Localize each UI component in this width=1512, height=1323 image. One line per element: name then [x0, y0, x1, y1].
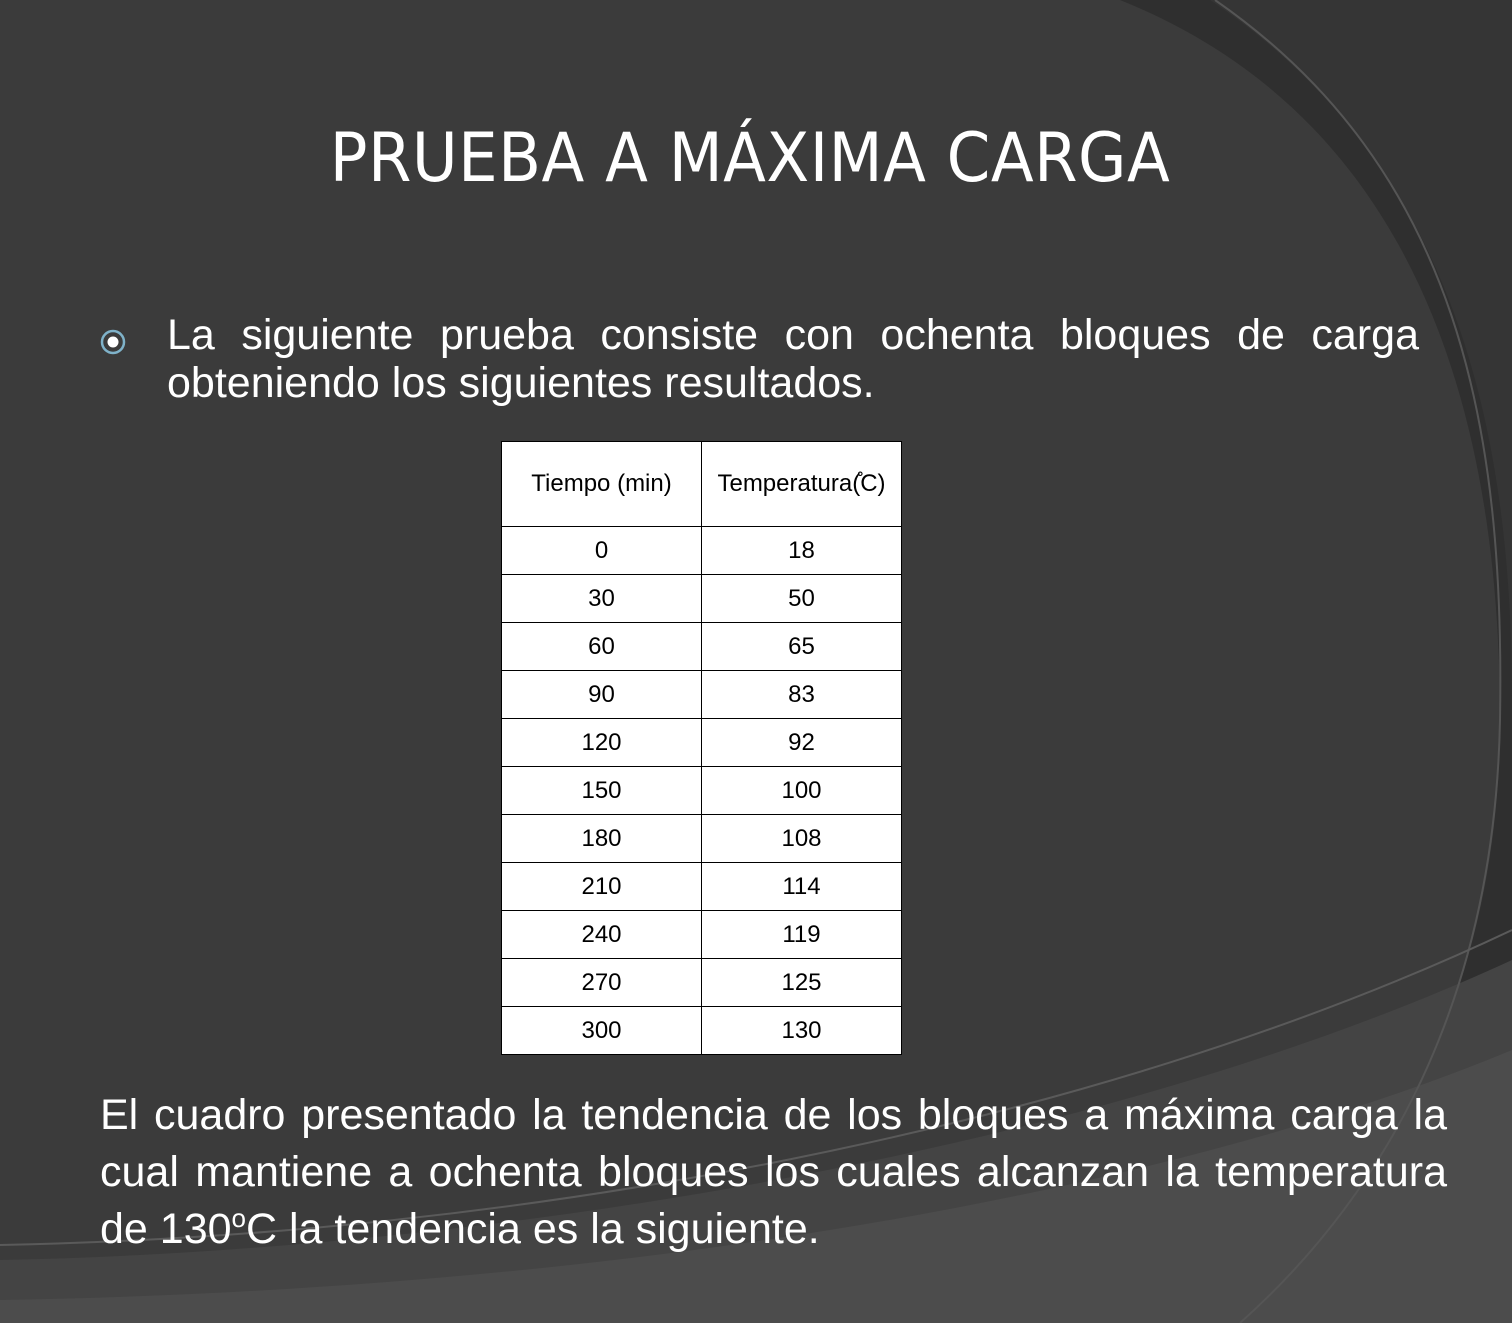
cell-tiempo: 150 — [502, 767, 702, 815]
table-row — [502, 815, 902, 863]
results-table — [501, 441, 902, 1055]
circle-bullet-icon — [98, 327, 128, 357]
table-row — [502, 1007, 902, 1055]
cell-temperatura: 50 — [702, 575, 902, 623]
table-row — [502, 671, 902, 719]
table-row — [502, 575, 902, 623]
cell-temperatura: 83 — [702, 671, 902, 719]
cell-tiempo: 210 — [502, 863, 702, 911]
cell-temperatura: 18 — [702, 527, 902, 575]
table-row — [502, 959, 902, 1007]
cell-tiempo: 120 — [502, 719, 702, 767]
cell-tiempo: 30 — [502, 575, 702, 623]
cell-tiempo: 60 — [502, 623, 702, 671]
cell-tiempo: 240 — [502, 911, 702, 959]
table-header-row — [502, 442, 902, 527]
cell-temperatura: 92 — [702, 719, 902, 767]
cell-temperatura: 130 — [702, 1007, 902, 1055]
cell-tiempo: 300 — [502, 1007, 702, 1055]
table-row — [502, 863, 902, 911]
cell-tiempo: 90 — [502, 671, 702, 719]
degree-superscript: o — [231, 1203, 246, 1233]
table-row — [502, 767, 902, 815]
cell-temperatura: 125 — [702, 959, 902, 1007]
summary-paragraph — [100, 1087, 1447, 1258]
header-tiempo: Tiempo (min) — [502, 442, 702, 527]
table-row — [502, 623, 902, 671]
cell-temperatura: 108 — [702, 815, 902, 863]
cell-tiempo: 180 — [502, 815, 702, 863]
cell-temperatura: 114 — [702, 863, 902, 911]
cell-tiempo: 0 — [502, 527, 702, 575]
header-temperatura: Temperatura(̊C) — [702, 442, 902, 527]
cell-temperatura: 100 — [702, 767, 902, 815]
summary-text-before: El cuadro presentado la tendencia de los bloques a máxima carga la cual mantiene a ochenta bloques los cuales alcanzan la temperatura de 130 — [100, 1091, 1447, 1253]
table-row — [502, 527, 902, 575]
summary-text-after: C la tendencia es la siguiente. — [246, 1205, 820, 1253]
table-row — [502, 719, 902, 767]
table-row — [502, 911, 902, 959]
cell-temperatura: 119 — [702, 911, 902, 959]
cell-tiempo: 270 — [502, 959, 702, 1007]
slide-title: PRUEBA A MÁXIMA CARGA — [329, 119, 1171, 198]
bullet-text: La siguiente prueba consiste con ochenta bloques de carga obteniendo los siguientes resultados. — [167, 311, 1419, 407]
cell-temperatura: 65 — [702, 623, 902, 671]
